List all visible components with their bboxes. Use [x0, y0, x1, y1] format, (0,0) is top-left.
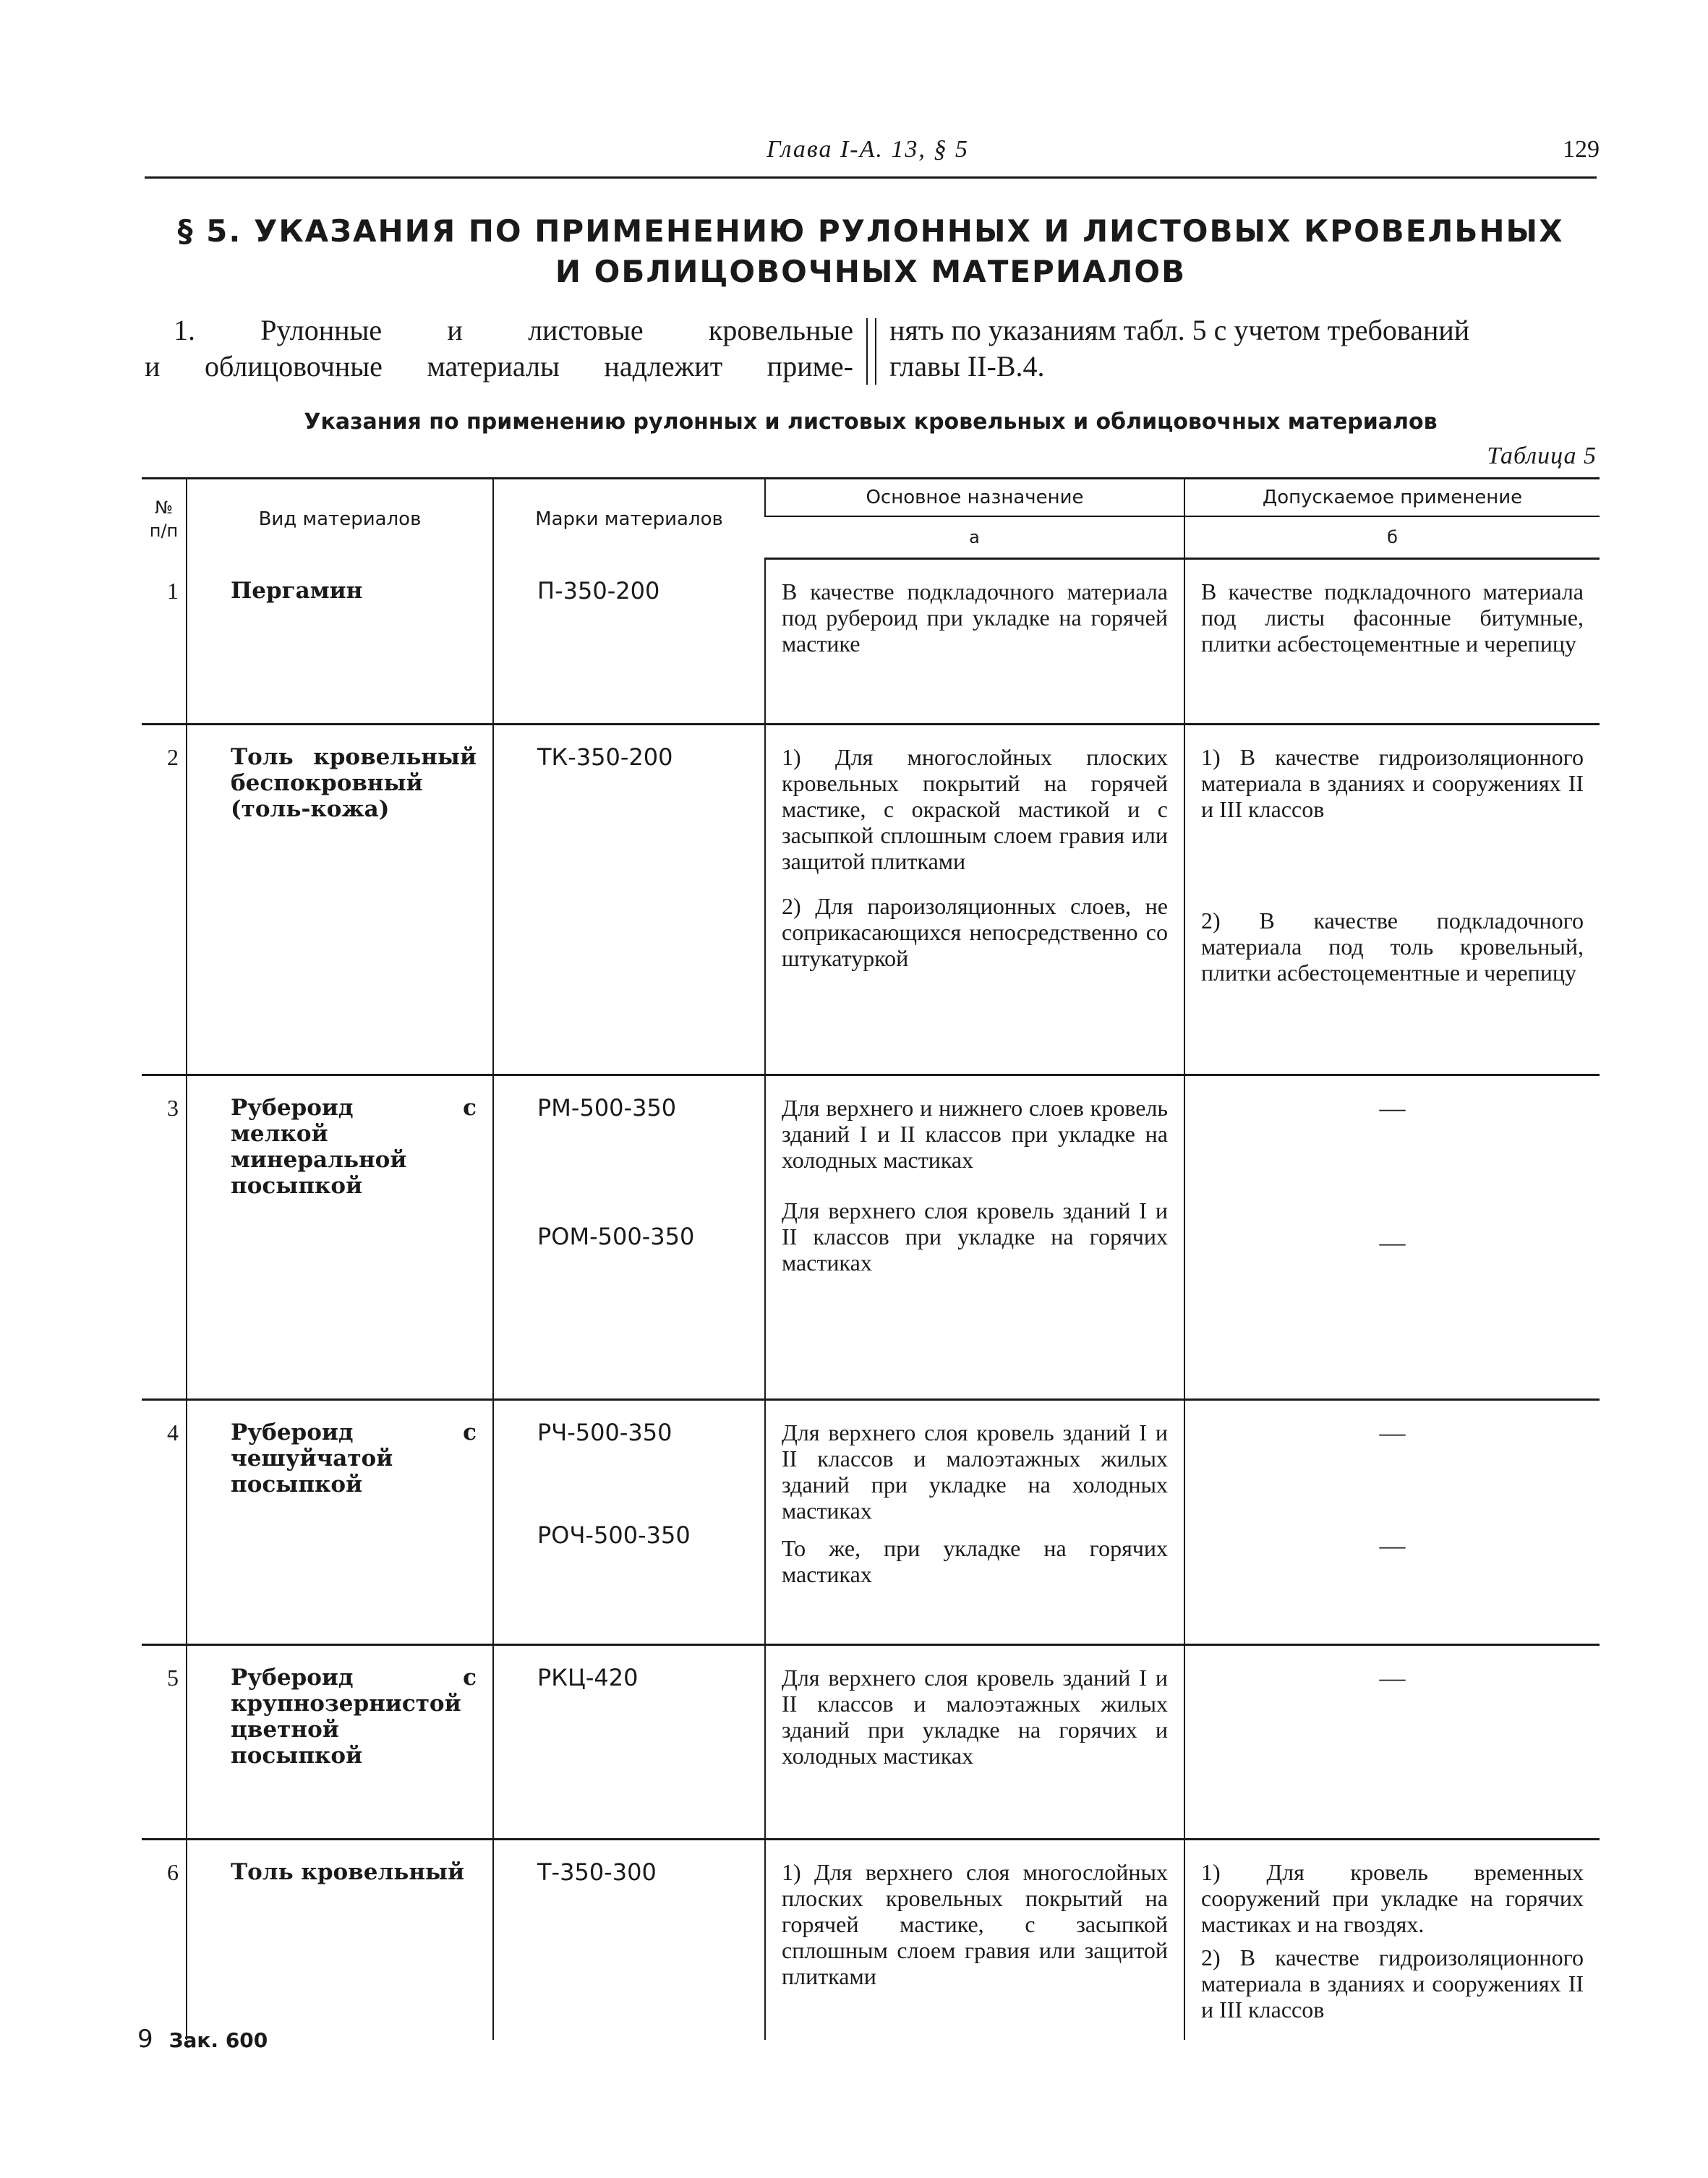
allowed-use	[1184, 725, 1600, 1075]
main-purpose-text: Для верхнего и нижнего слоев кровель зданий I и II классов при укладке на холодных мастиках	[782, 1095, 1168, 1173]
header-kind: Вид материалов	[187, 479, 493, 559]
allowed-use	[1184, 1840, 1600, 2041]
main-purpose	[765, 1840, 1184, 2041]
main-purpose-text: 1) Для многослойных плоских кровельных покрытий на горячей мастике, с окраской мастикой и с засыпкой сплошным слоем гравия или защитой плитками	[782, 744, 1168, 874]
table-row	[142, 1400, 1600, 1645]
allowed-use	[1184, 1075, 1600, 1400]
printer-footer	[137, 2025, 268, 2054]
material-marks	[493, 1645, 765, 1840]
material-marks	[493, 1075, 765, 1400]
no-allowed-use: —	[1379, 1093, 1406, 1122]
row-number: 2	[142, 725, 187, 1075]
row-number: 5	[142, 1645, 187, 1840]
section-title	[145, 211, 1597, 292]
header-allowed-use: Допускаемое применение	[1184, 479, 1600, 517]
allowed-use	[1184, 1645, 1600, 1840]
material-kind: Пергамин	[187, 559, 493, 725]
material-kind: Толь кровельный	[187, 1840, 493, 2041]
table-row	[142, 1645, 1600, 1840]
table-row	[142, 1840, 1600, 2041]
allowed-use-text: 1) Для кровель временных сооружений при укладке на горячих мастиках и на гвоздях.	[1201, 1859, 1584, 1937]
allowed-use-text: 1) В качестве гидроизоляционного материала в зданиях и сооружениях II и III классов	[1201, 744, 1584, 822]
material-mark: П-350-200	[537, 576, 660, 605]
intro-right-line-2: главы II-В.4.	[889, 350, 1045, 383]
order-number: Зак. 600	[168, 2028, 268, 2052]
material-marks	[493, 1840, 765, 2041]
material-marks	[493, 559, 765, 725]
header-allowed-sub: б	[1184, 516, 1600, 559]
material-kind: Рубероид с крупнозернистой цветной посыпкой	[187, 1645, 493, 1840]
material-mark: РОЧ-500-350	[537, 1521, 691, 1549]
no-allowed-use: —	[1379, 1531, 1406, 1560]
row-number: 6	[167, 1859, 179, 1885]
material-mark: РОМ-500-350	[537, 1223, 695, 1250]
main-purpose	[765, 559, 1184, 725]
intro-right-line-1: нять по указаниям табл. 5 с учетом требований	[889, 314, 1470, 346]
allowed-use	[1184, 559, 1600, 725]
material-marks	[493, 1400, 765, 1645]
no-allowed-use: —	[1379, 1663, 1406, 1692]
running-header	[145, 136, 1600, 179]
row-number: 3	[142, 1075, 187, 1400]
main-purpose-text: То же, при укладке на горячих мастиках	[782, 1535, 1168, 1587]
table-caption: Указания по применению рулонных и листовых кровельных и облицовочных материалов	[304, 409, 1438, 435]
header-rule	[145, 176, 1597, 179]
main-purpose-text: 2) Для пароизоляционных слоев, не соприкасающихся непосредственно со штукатуркой	[782, 893, 1168, 971]
page-number: 129	[1563, 136, 1600, 163]
table-label: Таблица 5	[1487, 443, 1597, 469]
intro-left-line-2: и облицовочные материалы надлежит приме-	[145, 350, 853, 383]
row-number: 4	[142, 1400, 187, 1645]
no-allowed-use: —	[1379, 1228, 1406, 1257]
materials-table	[142, 477, 1600, 2040]
intro-right-column	[889, 312, 1597, 385]
header-num: № п/п	[142, 479, 187, 559]
main-purpose	[765, 1075, 1184, 1400]
allowed-use-text: 2) В качестве подкладочного материала под толь кровельный, плитки асбестоцементные и черепицу	[1201, 908, 1584, 986]
header-main-purpose: Основное назначение	[765, 479, 1184, 517]
no-allowed-use: —	[1379, 1418, 1406, 1447]
table-row	[142, 1075, 1600, 1400]
intro-left-line-1: 1. Рулонные и листовые кровельные	[174, 314, 853, 346]
table-row	[142, 559, 1600, 725]
material-mark: ТК-350-200	[537, 743, 673, 771]
header-main-sub: а	[765, 516, 1184, 559]
material-kind: Рубероид с мелкой минеральной посыпкой	[187, 1075, 493, 1400]
column-divider	[866, 318, 876, 385]
material-mark: Т-350-300	[537, 1858, 657, 1886]
main-purpose	[765, 1645, 1184, 1840]
main-purpose	[765, 1400, 1184, 1645]
main-purpose-text: Для верхнего слоя кровель зданий I и II классов и малоэтажных жилых зданий при укладке на горячих и холодных мастиках	[782, 1665, 1168, 1769]
material-kind: Толь кровельный беспокровный (толь-кожа)	[187, 725, 493, 1075]
allowed-use-text: В качестве подкладочного материала под листы фасонные битумные, плитки асбестоцементные и черепицу	[1201, 578, 1584, 657]
material-mark: РМ-500-350	[537, 1094, 677, 1122]
main-purpose	[765, 725, 1184, 1075]
row-number: 1	[142, 559, 187, 725]
header-marks: Марки материалов	[493, 479, 765, 559]
chapter-reference: Глава I-А. 13, § 5	[767, 136, 969, 163]
material-kind: Рубероид с чешуйчатой посыпкой	[187, 1400, 493, 1645]
material-marks	[493, 725, 765, 1075]
main-purpose-text: В качестве подкладочного материала под рубероид при укладке на горячей мастике	[782, 578, 1168, 657]
allowed-use	[1184, 1400, 1600, 1645]
material-mark: РКЦ-420	[537, 1664, 639, 1691]
section-title-line-1: § 5. УКАЗАНИЯ ПО ПРИМЕНЕНИЮ РУЛОННЫХ И ЛИСТОВЫХ КРОВЕЛЬНЫХ	[177, 213, 1564, 249]
main-purpose-text: Для верхнего слоя кровель зданий I и II классов и малоэтажных жилых зданий при укладке на холодных мастиках	[782, 1419, 1168, 1524]
material-mark: РЧ-500-350	[537, 1419, 672, 1446]
intro-left-column	[145, 312, 853, 385]
table-row	[142, 725, 1600, 1075]
main-purpose-text: Для верхнего слоя кровель зданий I и II классов при укладке на горячих мастиках	[782, 1197, 1168, 1276]
signature-mark: 9	[137, 2025, 153, 2054]
materials-table-wrapper	[142, 477, 1600, 2040]
section-title-line-2: И ОБЛИЦОВОЧНЫХ МАТЕРИАЛОВ	[555, 254, 1187, 289]
allowed-use-text: 2) В качестве гидроизоляционного материала в зданиях и сооружениях II и III классов	[1201, 1944, 1584, 2023]
main-purpose-text: 1) Для верхнего слоя многослойных плоских кровельных покрытий на горячей мастике, с засыпкой сплошным слоем гравия или защитой плитками	[782, 1859, 1168, 1989]
